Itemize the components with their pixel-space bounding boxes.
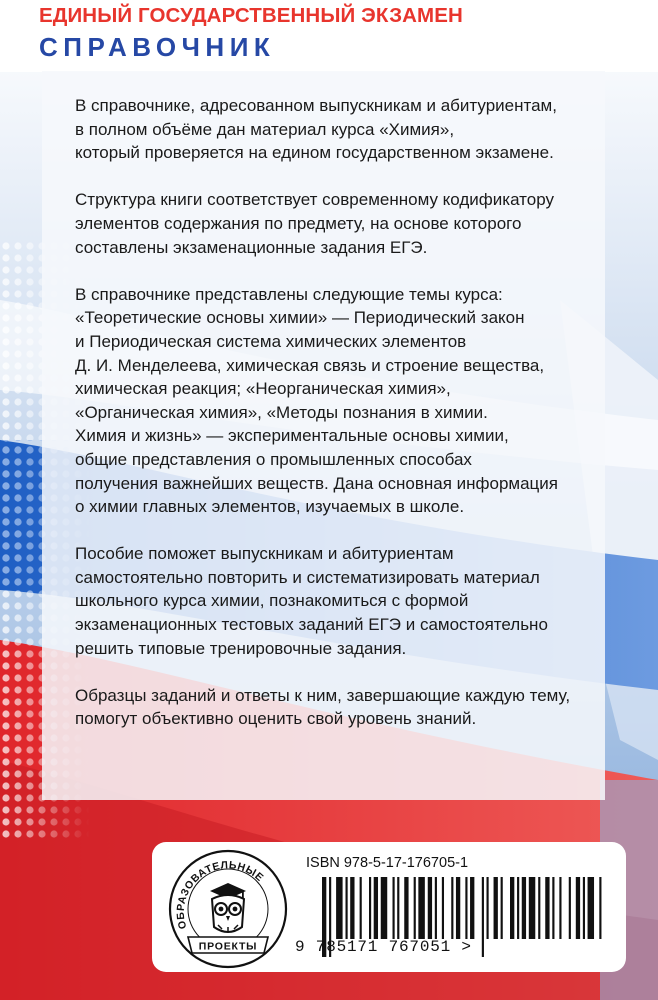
- barcode-bar: [470, 877, 474, 939]
- barcode-bar: [374, 877, 378, 939]
- barcode-bar: [517, 877, 519, 939]
- barcode-bar: [451, 877, 453, 939]
- barcode-bar: [369, 877, 371, 939]
- barcode-bar: [418, 877, 424, 939]
- barcode-bar: [552, 877, 554, 939]
- cover-header: [0, 0, 658, 72]
- barcode-bar: [456, 877, 460, 939]
- barcode-bar: [393, 877, 395, 939]
- annotation-text: [75, 94, 615, 755]
- barcode-digits: 9 785171 767051 >: [295, 938, 472, 956]
- barcode-bar: [569, 877, 571, 939]
- barcode-bar: [559, 877, 561, 939]
- paragraph-benefits: Пособие поможет выпускникам и абитуриентам самостоятельно повторить и систематизировать материал школьного курса химии, познакомиться с формой экзаменационных тестовых заданий ЕГЭ и самостоятельно решить типовые тренировочные задания.: [75, 544, 548, 658]
- barcode-bar: [428, 877, 432, 939]
- barcode-bar: [487, 877, 489, 939]
- barcode-bar: [538, 877, 540, 939]
- barcode-bar: [414, 877, 416, 939]
- series-title: ЕДИНЫЙ ГОСУДАРСТВЕННЫЙ ЭКЗАМЕН: [39, 4, 463, 27]
- barcode-bar: [360, 877, 362, 939]
- barcode-bar: [442, 877, 444, 939]
- barcode-bar: [336, 877, 342, 939]
- paragraph-topics: В справочнике представлены следующие темы курса: «Теоретические основы химии» — Периодический закон и Периодическая система химических элементов Д. И. Менделеева, химическая связь и строение вещества, химическая реакция; «Неорганическая химия», «Органическая химия», «Методы познания в химии. Химия и жизнь» — экспериментальные основы химии, общие представления о промышленных способах получения важнейших веществ. Дана основная информация о химии главных элементов, изучаемых в школе.: [75, 284, 558, 517]
- barcode-bar: [583, 877, 585, 939]
- barcode-bar: [510, 877, 514, 939]
- series-subtitle: СПРАВОЧНИК: [39, 32, 276, 62]
- barcode-bar: [545, 877, 549, 939]
- paragraph-intro: В справочнике, адресованном выпускникам и абитуриентам, в полном объёме дан материал курса «Химия», который проверяется на едином государственном экзамене.: [75, 96, 557, 163]
- barcode-bar: [494, 877, 498, 939]
- barcode-bar: [346, 877, 348, 939]
- barcode-bar: [501, 877, 503, 939]
- barcode-bar: [350, 877, 354, 939]
- barcode-bar: [482, 877, 484, 957]
- barcode-bar: [404, 877, 408, 939]
- publisher-logo: [166, 847, 290, 971]
- barcode-bar: [529, 877, 535, 939]
- isbn-label: ISBN 978-5-17-176705-1: [306, 855, 469, 871]
- barcode-bar: [588, 877, 594, 939]
- logo-banner-text: ПРОЕКТЫ: [198, 940, 258, 953]
- barcode-bar: [599, 877, 601, 939]
- barcode-bar: [397, 877, 399, 939]
- barcode-bar: [522, 877, 526, 939]
- barcode-bar: [465, 877, 467, 939]
- barcode-bar: [576, 877, 580, 939]
- paragraph-structure: Структура книги соответствует современному кодификатору элементов содержания по предмету, на основе которого составлены экзаменационные задания ЕГЭ.: [75, 190, 554, 257]
- barcode-bar: [381, 877, 387, 939]
- paragraph-samples: Образцы заданий и ответы к ним, завершающие каждую тему, помогут объективно оценить свой уровень знаний.: [75, 685, 571, 729]
- logo-banner: [188, 937, 268, 953]
- barcode-bar: [435, 877, 437, 939]
- logo-arc-text: ОБРАЗОВАТЕЛЬНЫЕ: [174, 859, 266, 931]
- owl-with-graduation-cap-icon: [210, 883, 246, 932]
